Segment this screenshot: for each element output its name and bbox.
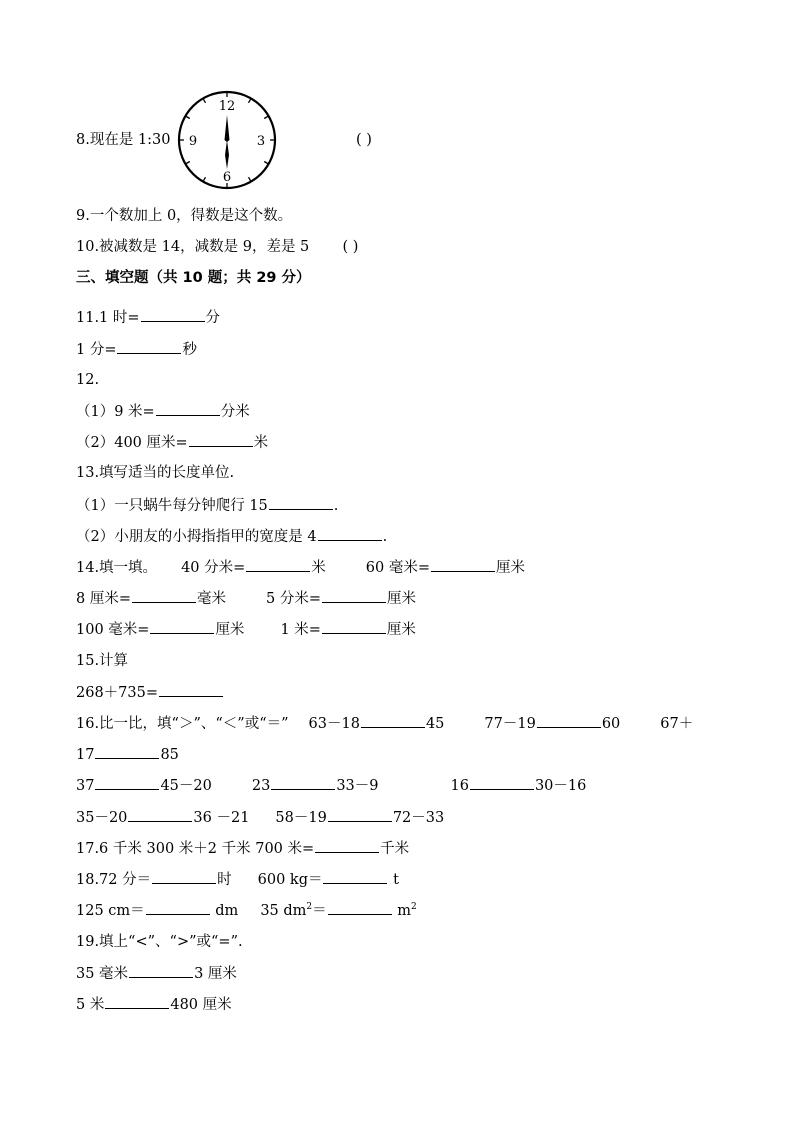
q12-a-unit: 分米: [220, 404, 250, 420]
q16-r3-c-prefix: 16: [450, 778, 469, 794]
q16-r1-a-prefix: 63－18: [308, 716, 360, 732]
question-14-row-1: [76, 557, 525, 578]
question-14-row-3: [76, 619, 416, 640]
question-11-b: [76, 339, 197, 360]
question-12-number: 12.: [76, 372, 100, 388]
question-19-a: [76, 963, 237, 984]
q19-a-blank[interactable]: [129, 963, 193, 978]
q15-expr: 268＋735=: [76, 685, 159, 701]
question-16-row-2: [76, 744, 179, 765]
q18-r2-b-equals: ＝: [312, 903, 327, 919]
q11-a-unit: 分: [205, 310, 221, 326]
q12-b-blank[interactable]: [189, 432, 253, 447]
clock-numeral-12: 12: [218, 99, 236, 114]
q16-r1-b-prefix: 77－19: [484, 716, 536, 732]
q14-r3-a-prefix: 100 毫米=: [76, 622, 150, 638]
q16-r3-a-suffix: 45－20: [160, 778, 212, 794]
q11-a-blank[interactable]: [141, 307, 205, 322]
q14-r3-b-blank[interactable]: [322, 619, 386, 634]
question-16-row-1: [76, 713, 693, 734]
q14-r2-b-unit: 厘米: [386, 591, 416, 607]
q17-prefix: 17.6 千米 300 米＋2 千米 700 米=: [76, 841, 315, 857]
q18-r2-b-exponent: 2: [306, 902, 313, 913]
q16-r2-a-suffix: 85: [160, 747, 179, 763]
question-19-b: [76, 994, 232, 1015]
clock-numeral-6: 6: [222, 170, 232, 185]
clock-numeral-9: 9: [188, 134, 198, 149]
q16-r4-a-suffix: 36 －21: [193, 810, 250, 826]
q16-r3-c-suffix: 30－16: [534, 778, 587, 794]
clock-hour-hand-icon: [225, 140, 229, 169]
section-3-heading: 三、填空题（共 10 题；共 29 分）: [76, 270, 311, 286]
q16-r1-a-blank[interactable]: [361, 713, 425, 728]
q14-r1-a-prefix: 40 分米=: [181, 560, 246, 576]
q14-r3-b-unit: 厘米: [386, 622, 416, 638]
q16-r3-a-prefix: 37: [76, 778, 95, 794]
q14-r2-b-prefix: 5 分米=: [265, 591, 321, 607]
q14-r3-a-unit: 厘米: [215, 622, 245, 638]
q18-r1-b-unit: t: [393, 872, 399, 888]
q14-r1-b-unit: 厘米: [496, 560, 525, 576]
q16-r1-b-blank[interactable]: [537, 713, 601, 728]
q18-r2-a-blank[interactable]: [146, 900, 210, 915]
q18-r2-a-unit: dm: [215, 903, 239, 919]
q18-r1-b-blank[interactable]: [323, 869, 387, 884]
q18-r1-a-unit: 时: [217, 872, 232, 888]
question-15-expression: [76, 682, 224, 703]
question-18-row-1: [76, 869, 399, 890]
question-15-title: 15.计算: [76, 653, 129, 669]
question-8-answer-paren[interactable]: ( ): [356, 132, 372, 148]
q18-r1-a-blank[interactable]: [152, 869, 216, 884]
q16-r2-a-blank[interactable]: [95, 744, 159, 759]
q14-r2-a-blank[interactable]: [132, 588, 196, 603]
q16-r4-b-suffix: 72－33: [392, 810, 445, 826]
q12-a-blank[interactable]: [156, 401, 220, 416]
q13-b-period: .: [382, 529, 388, 545]
q16-label: 16.比一比，填“＞”、“＜”或“＝”: [76, 716, 289, 732]
q16-r3-b-suffix: 33－9: [336, 778, 379, 794]
q14-r1-a-blank[interactable]: [246, 557, 310, 572]
q18-r2-b-prefix: 35 dm: [260, 903, 307, 919]
q14-r3-b-prefix: 1 米=: [280, 622, 321, 638]
q18-r2-b-unit-exponent: 2: [411, 902, 417, 913]
q18-r2-b-blank[interactable]: [328, 900, 392, 915]
question-16-row-3: [76, 775, 586, 796]
q18-r2-b-unit: m: [397, 903, 411, 919]
question-13-title: 13.填写适当的长度单位.: [76, 465, 235, 481]
q16-r3-c-blank[interactable]: [470, 775, 534, 790]
question-17: [76, 838, 409, 859]
q16-r4-b-blank[interactable]: [328, 807, 392, 822]
q13-a-period: .: [333, 498, 339, 514]
q14-r3-a-blank[interactable]: [150, 619, 214, 634]
question-12-a: [76, 401, 250, 422]
q19-b-suffix: 480 厘米: [170, 997, 232, 1013]
q14-r2-b-blank[interactable]: [322, 588, 386, 603]
q17-unit: 千米: [380, 841, 410, 857]
q14-r1-b-prefix: 60 毫米=: [365, 560, 430, 576]
q12-b-prefix: （2）400 厘米=: [76, 435, 188, 451]
q16-r3-a-blank[interactable]: [95, 775, 159, 790]
question-10: [76, 237, 358, 257]
q11-b-prefix: 1 分=: [76, 342, 117, 358]
question-18-row-2: [76, 900, 417, 921]
q11-a-prefix: 11.1 时=: [76, 310, 140, 326]
q13-b-blank[interactable]: [318, 526, 382, 541]
q13-a-blank[interactable]: [269, 495, 333, 510]
q16-r1-c-prefix: 67＋: [660, 716, 694, 732]
question-12-b: [76, 432, 268, 453]
question-8: [76, 130, 171, 150]
question-9: 9.一个数加上 0，得数是这个数。: [76, 208, 293, 224]
clock-image: [176, 89, 278, 191]
clock-face-icon: [176, 89, 278, 191]
question-14-row-2: [76, 588, 416, 609]
question-10-answer-paren[interactable]: ( ): [342, 239, 359, 255]
q19-b-blank[interactable]: [105, 994, 169, 1009]
clock-numeral-3: 3: [256, 134, 266, 149]
q14-r1-b-blank[interactable]: [431, 557, 495, 572]
q16-r4-b-prefix: 58－19: [275, 810, 327, 826]
q13-a-prefix: （1）一只蜗牛每分钟爬行 15: [76, 498, 268, 514]
q17-blank[interactable]: [315, 838, 379, 853]
q16-r1-a-suffix: 45: [425, 716, 445, 732]
q19-b-prefix: 5 米: [76, 997, 105, 1013]
q18-r1-b-prefix: 600 kg＝: [257, 872, 323, 888]
q15-blank[interactable]: [159, 682, 223, 697]
q19-a-suffix: 3 厘米: [194, 966, 237, 982]
question-13-a: [76, 495, 338, 516]
q13-b-prefix: （2）小朋友的小拇指指甲的宽度是 4: [76, 529, 317, 545]
q14-r2-a-prefix: 8 厘米=: [76, 591, 131, 607]
q16-r4-a-blank[interactable]: [128, 807, 192, 822]
question-13-b: [76, 526, 387, 547]
q14-label: 14.填一填。: [76, 560, 158, 576]
q18-r1-a-prefix: 18.72 分＝: [76, 872, 152, 888]
q16-r1-b-suffix: 60: [601, 716, 621, 732]
q11-b-blank[interactable]: [117, 339, 181, 354]
q12-b-unit: 米: [253, 435, 269, 451]
question-16-row-4: [76, 807, 444, 828]
clock-minute-hand-icon: [225, 115, 230, 142]
q11-b-unit: 秒: [182, 342, 197, 358]
q16-r3-b-prefix: 23: [251, 778, 271, 794]
q16-r2-a-prefix: 17: [76, 747, 95, 763]
question-10-text: 10.被减数是 14，减数是 9，差是 5: [76, 239, 310, 255]
q18-r2-a-prefix: 125 cm＝: [76, 903, 145, 919]
q14-r2-a-unit: 毫米: [196, 591, 226, 607]
q19-a-prefix: 35 毫米: [76, 966, 129, 982]
q16-r4-a-prefix: 35－20: [76, 810, 128, 826]
q16-r3-b-blank[interactable]: [271, 775, 335, 790]
question-19-title: 19.填上“<”、“>”或“=”.: [76, 934, 243, 950]
q12-a-prefix: （1）9 米=: [76, 404, 155, 420]
q14-r1-a-unit: 米: [311, 560, 326, 576]
question-8-text: 8.现在是 1:30: [76, 132, 171, 148]
question-11-a: [76, 307, 220, 328]
